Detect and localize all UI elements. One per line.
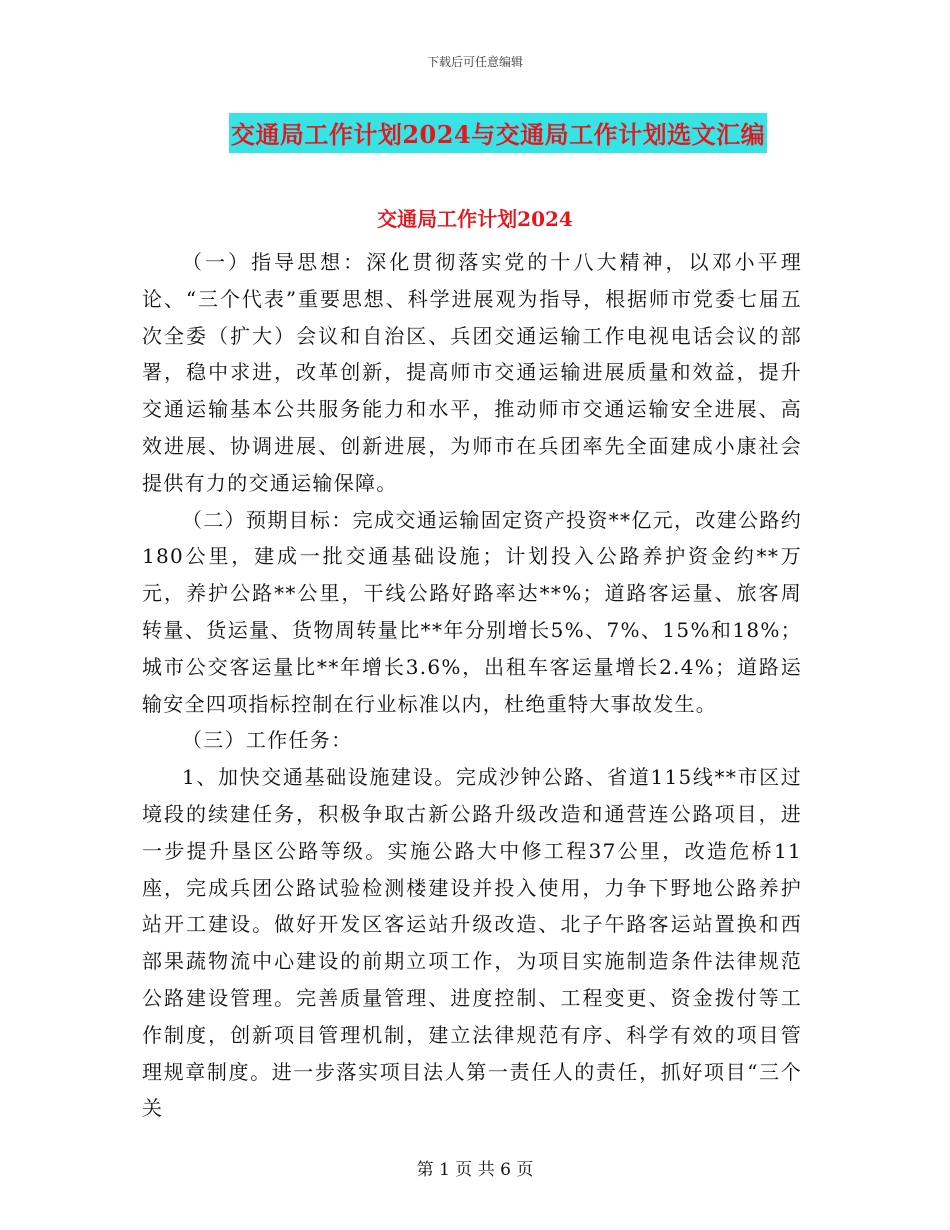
- paragraph-task-1: 1、加快交通基础设施建设。完成沙钟公路、省道115线**市区过境段的续建任务，积极争取古新公路升级改造和通营连公路项目，进一步提升垦区公路等级。实施公路大中修工程37公里，改造危桥11座，完成兵团公路试验检测楼建设并投入使用，力争下野地公路养护站开工建设。做好开发区客运站升级改造、北子午路客运站置换和西部果蔬物流中心建设的前期立项工作，为项目实施制造条件法律规范公路建设管理。完善质量管理、进度控制、工程变更、资金拨付等工作制度，创新项目管理机制，建立法律规范有序、科学有效的项目管理规章制度。进一步落实项目法人第一责任人的责任，抓好项目“三个关: [142, 765, 802, 1121]
- page-footer: 第 1 页 共 6 页: [416, 1160, 534, 1180]
- document-title-container: [0, 113, 950, 153]
- document-title: 交通局工作计划2024与交通局工作计划选文汇编: [229, 113, 767, 153]
- document-body: [142, 244, 802, 1127]
- paragraph-expected-goals: （二）预期目标：完成交通运输固定资产投资**亿元，改建公路约180公里，建成一批交通基础设施；计划投入公路养护资金约**万元，养护公路**公里，干线公路好路率达**%；道路客运量、旅客周转量、货运量、货物周转量比**年分别增长5%、7%、15%和18%；城市公交客运量比**年增长3.6%，出租车客运量增长2.4%；道路运输安全四项指标控制在行业标准以内，杜绝重特大事故发生。: [142, 507, 802, 716]
- section-title: 交通局工作计划2024: [377, 207, 573, 231]
- paragraph-guiding-thought: （一）指导思想：深化贯彻落实党的十八大精神，以邓小平理论、“三个代表”重要思想、科学进展观为指导，根据师市党委七届五次全委（扩大）会议和自治区、兵团交通运输工作电视电话会议的部署，稳中求进，改革创新，提高师市交通运输进展质量和效益，提升交通运输基本公共服务能力和水平，推动师市交通运输安全进展、高效进展、协调进展、创新进展，为师市在兵团率先全面建成小康社会提供有力的交通运输保障。: [142, 250, 802, 495]
- header-note: 下载后可任意编辑: [426, 55, 523, 69]
- paragraph-tasks-heading: （三）工作任务：: [182, 728, 353, 753]
